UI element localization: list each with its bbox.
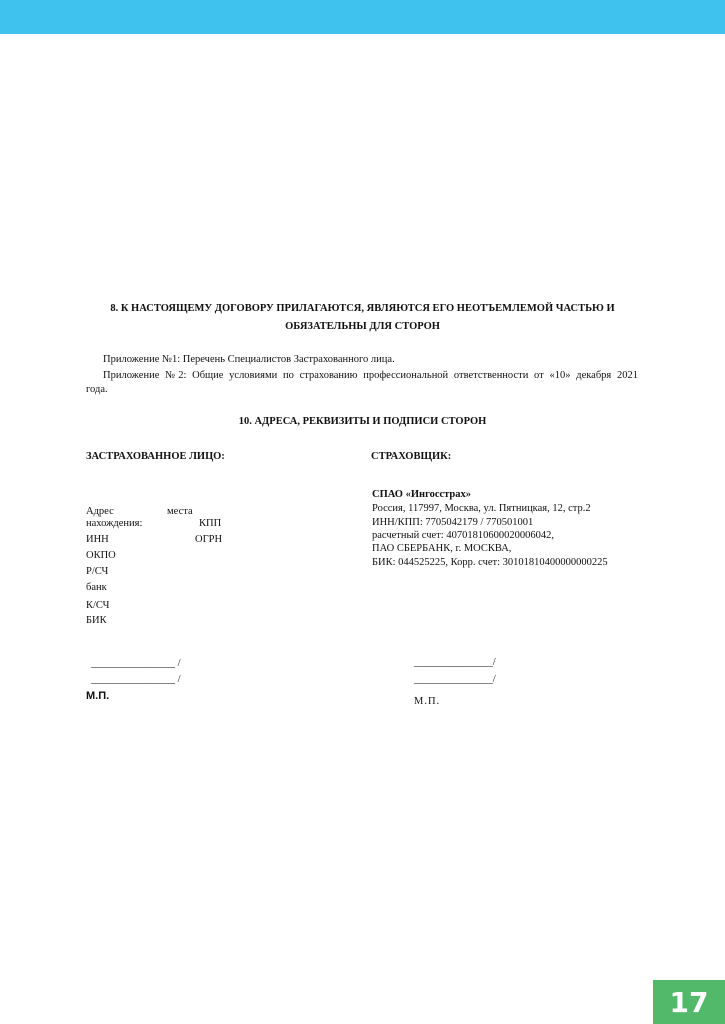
bank-label: банк [86, 582, 107, 593]
annex2-text-line2: года. [86, 384, 108, 395]
insurer-name: СПАО «Ингосстрах» [372, 489, 472, 500]
section8-title-line2: ОБЯЗАТЕЛЬНЫ ДЛЯ СТОРОН [285, 321, 440, 332]
insurer-stamp-label: М.П. [414, 696, 441, 707]
insurer-signature-line2: _______________/ [414, 674, 496, 685]
insurer-account: расчетный счет: 40701810600020006042, [372, 530, 554, 541]
insurer-bank: ПАО СБЕРБАНК, г. МОСКВА, [372, 543, 512, 554]
page-number-badge [653, 980, 725, 1024]
ogrn-label: ОГРН [195, 534, 223, 545]
insurer-bik: БИК: 044525225, Корр. счет: 30101810400000000225 [372, 557, 608, 568]
okpo-label: ОКПО [86, 550, 116, 561]
insurer-signature-line1: _______________/ [414, 657, 496, 668]
insurer-address: Россия, 117997, Москва, ул. Пятницкая, 12, стр.2 [372, 503, 591, 514]
insured-signature-line1: ________________ / [91, 658, 181, 669]
annex1-text: Приложение №1: Перечень Специалистов Застрахованного лица. [103, 354, 395, 365]
ks-label: К/СЧ [86, 600, 110, 611]
section10-title: 10. АДРЕСА, РЕКВИЗИТЫ И ПОДПИСИ СТОРОН [238, 416, 487, 427]
insurer-heading: СТРАХОВЩИК: [371, 451, 452, 462]
rs-label: Р/СЧ [86, 566, 109, 577]
bik-label: БИК [86, 615, 107, 626]
insured-heading: ЗАСТРАХОВАННОЕ ЛИЦО: [86, 451, 225, 462]
address-label: Адрес [86, 506, 114, 517]
annex2-text-line1: Приложение №2: Общие условиями по страхованию профессиональной ответственности от «10» декабря 2021 [103, 370, 638, 381]
insurer-inn-kpp: ИНН/КПП: 7705042179 / 770501001 [372, 517, 534, 528]
location-label: нахождения: [86, 518, 143, 529]
section8-title-line1: 8. К НАСТОЯЩЕМУ ДОГОВОРУ ПРИЛАГАЮТСЯ, ЯВЛЯЮТСЯ ЕГО НЕОТЪЕМЛЕМОЙ ЧАСТЬЮ И [110, 303, 615, 314]
insured-signature-line2: ________________ / [91, 674, 181, 685]
top-color-bar [0, 0, 725, 34]
inn-label: ИНН [86, 534, 109, 545]
insured-stamp-label: М.П. [86, 690, 110, 702]
kpp-label: КПП [199, 518, 222, 529]
address-label-place: места [167, 506, 193, 517]
page-number: 17 [669, 985, 709, 1019]
